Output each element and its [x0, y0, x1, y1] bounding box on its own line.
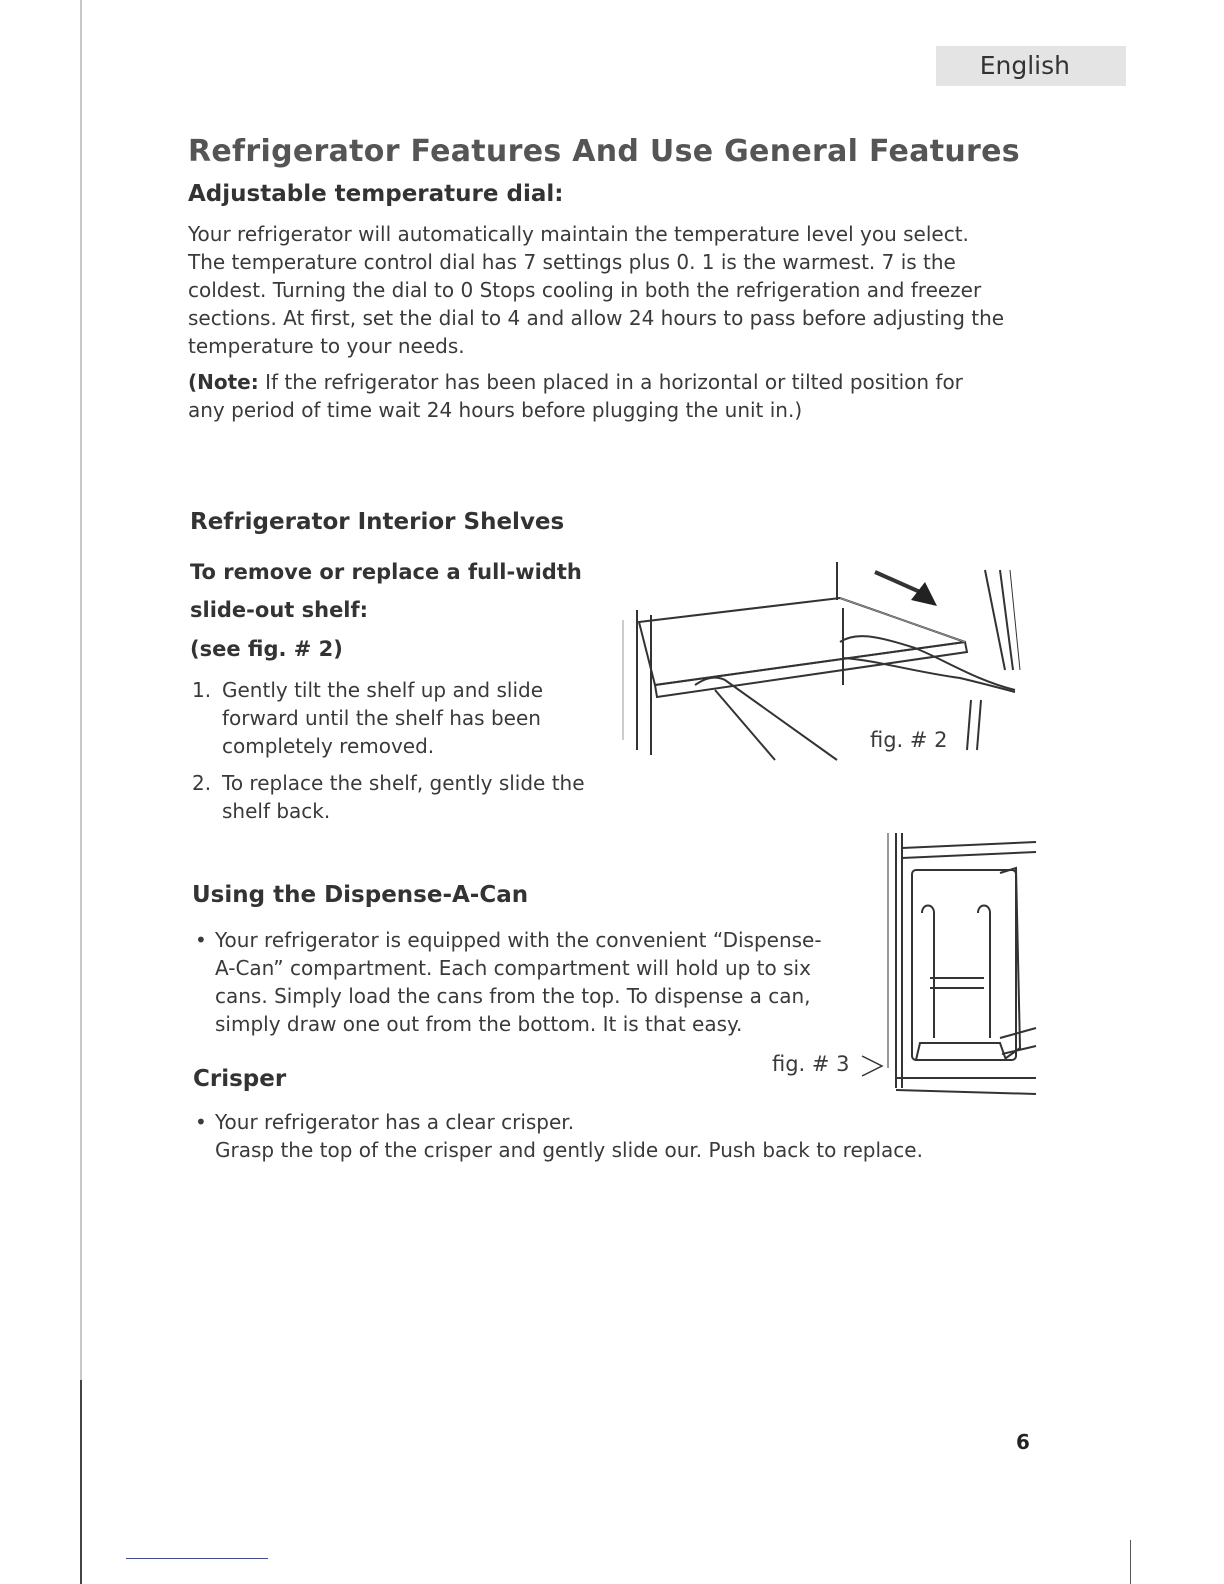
- shelves-subheading-line: slide-out shelf:: [190, 598, 369, 622]
- footer-rule: [126, 1558, 268, 1559]
- hand-left: [695, 678, 837, 760]
- page-title: Refrigerator Features And Use General Features: [188, 134, 1020, 169]
- shelf-glass: [639, 598, 965, 685]
- dispense-heading: Using the Dispense-A-Can: [192, 882, 529, 908]
- dial-line: Your refrigerator will automatically maintain the temperature level you select.: [188, 222, 969, 246]
- crisper-heading: Crisper: [193, 1066, 287, 1092]
- step-number: 1.: [192, 678, 212, 702]
- step-line: Gently tilt the shelf up and slide: [222, 678, 544, 702]
- can-tray: [916, 1043, 1006, 1060]
- step-number: 2.: [192, 771, 212, 795]
- door-bottom: [896, 1090, 1036, 1094]
- list-item: [192, 676, 612, 760]
- dispenser-figure: [860, 828, 1040, 1098]
- page-edge-right: [1130, 1540, 1131, 1584]
- fig3-caption: fig. # 3: [772, 1052, 850, 1076]
- crisper-paragraph: [195, 1108, 995, 1164]
- shelves-subheading-line: To remove or replace a full-width: [190, 560, 582, 584]
- note-line: any period of time wait 24 hours before plugging the unit in.): [188, 398, 803, 422]
- page-edge-shadow: [80, 1380, 82, 1584]
- shelves-steps: [192, 676, 612, 834]
- door-top: [902, 842, 1036, 848]
- arm-left: [715, 690, 775, 760]
- caption-arrow-icon: [862, 1056, 882, 1076]
- door-edge-lower: [967, 700, 971, 750]
- dispense-line: cans. Simply load the cans from the top. To dispense a can,: [215, 984, 811, 1008]
- dial-line: The temperature control dial has 7 settings plus 0. 1 is the warmest. 7 is the: [188, 250, 956, 274]
- dial-paragraph: [188, 220, 1048, 360]
- page-edge-left: [80, 0, 82, 1584]
- dispense-line: Your refrigerator is equipped with the convenient “Dispense-: [215, 928, 822, 952]
- page-number: 6: [1016, 1430, 1030, 1454]
- arrow-shaft: [875, 572, 920, 592]
- crisper-line: Grasp the top of the crisper and gently slide our. Push back to replace.: [215, 1138, 923, 1162]
- door-top: [902, 852, 1036, 858]
- dispense-line: simply draw one out from the bottom. It is that easy.: [215, 1012, 743, 1036]
- shelf-figure: [615, 560, 1025, 770]
- can-rail-right: [978, 906, 990, 1039]
- fig2-caption: fig. # 2: [870, 728, 948, 752]
- dial-line: sections. At first, set the dial to 4 and allow 24 hours to pass before adjusting the: [188, 306, 1005, 330]
- dial-line: temperature to your needs.: [188, 334, 465, 358]
- step-line: forward until the shelf has been: [222, 706, 541, 730]
- step-line: To replace the shelf, gently slide the: [222, 771, 585, 795]
- shelves-subheading-line: (see fig. # 2): [190, 637, 343, 661]
- arrow-icon: [911, 582, 937, 606]
- hand-right: [840, 636, 1015, 690]
- language-tab: English: [936, 46, 1126, 86]
- dial-line: coldest. Turning the dial to 0 Stops cooling in both the refrigeration and freezer: [188, 278, 982, 302]
- dial-heading: Adjustable temperature dial:: [188, 181, 564, 207]
- shelf-guard: [1000, 1028, 1036, 1038]
- shelves-heading: Refrigerator Interior Shelves: [190, 509, 565, 535]
- door-panel: [912, 870, 1016, 1060]
- list-item: [192, 769, 612, 825]
- bullet: •: [195, 928, 207, 952]
- arm-right: [843, 658, 1015, 692]
- bullet: •: [195, 1110, 207, 1134]
- dial-note: [188, 368, 1048, 424]
- door-edge-lower: [977, 700, 981, 750]
- dispense-paragraph: [195, 926, 855, 1038]
- crisper-line: Your refrigerator has a clear crisper.: [215, 1110, 575, 1134]
- note-label: (Note:: [188, 370, 259, 394]
- step-line: shelf back.: [222, 799, 331, 823]
- dispense-line: A-Can” compartment. Each compartment will hold up to six: [215, 956, 811, 980]
- note-line: If the refrigerator has been placed in a horizontal or tilted position for: [258, 370, 963, 394]
- can-rail-left: [922, 906, 934, 1039]
- step-line: completely removed.: [222, 734, 435, 758]
